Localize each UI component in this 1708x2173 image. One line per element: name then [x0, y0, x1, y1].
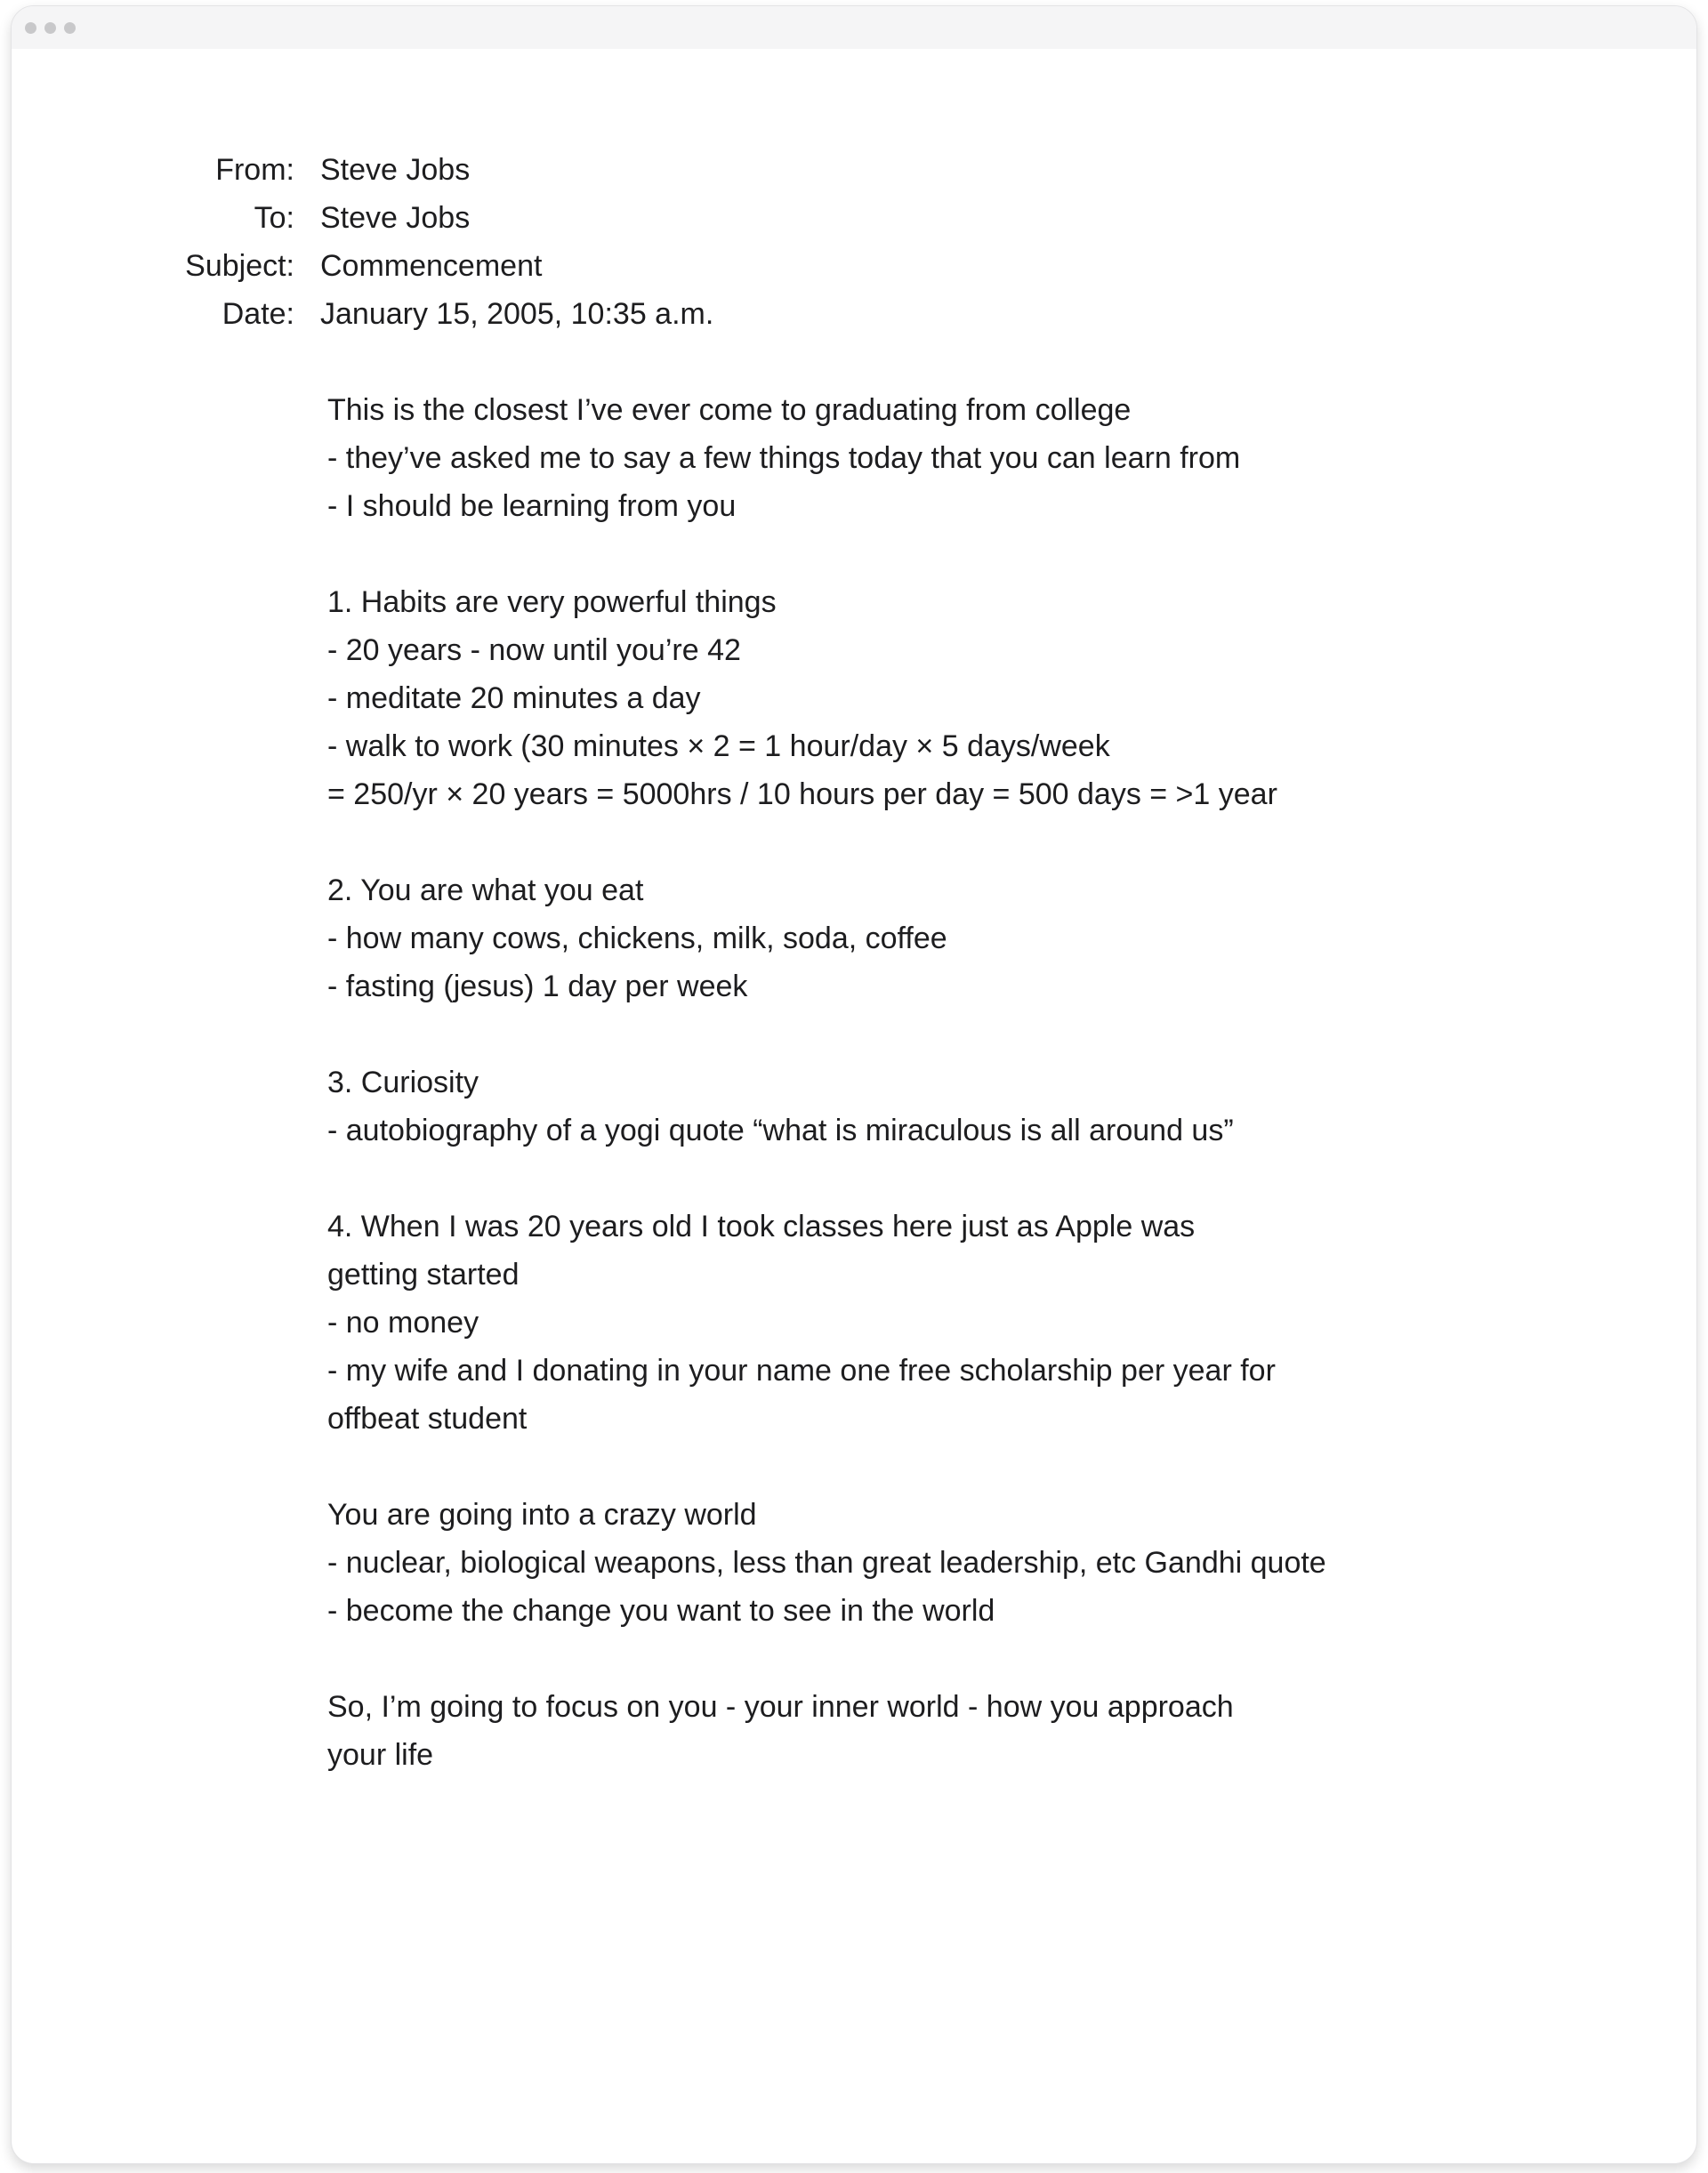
header-value: Steve Jobs	[320, 201, 471, 235]
window-dot-icon	[25, 22, 36, 34]
body-line: So, I’m going to focus on you - your inner world - how you approach	[327, 1690, 1234, 1724]
body-line: - meditate 20 minutes a day	[327, 681, 701, 715]
header-value: Commencement	[320, 249, 543, 283]
body-line: - walk to work (30 minutes × 2 = 1 hour/day × 5 days/week	[327, 729, 1110, 763]
body-line: - 20 years - now until you’re 42	[327, 633, 741, 667]
window-titlebar	[12, 6, 1696, 49]
body-line: - they’ve asked me to say a few things today that you can learn from	[327, 441, 1241, 475]
header-value: January 15, 2005, 10:35 a.m.	[320, 297, 714, 331]
body-line: - become the change you want to see in the world	[327, 1594, 995, 1628]
body-paragraph	[327, 866, 1661, 1010]
body-paragraph	[327, 1203, 1661, 1443]
email-header-row	[12, 290, 1696, 338]
body-line: - fasting (jesus) 1 day per week	[327, 970, 748, 1003]
header-label: Date:	[222, 297, 294, 331]
body-line: = 250/yr × 20 years = 5000hrs / 10 hours per day = 500 days = >1 year	[327, 777, 1277, 811]
window-dot-icon	[44, 22, 56, 34]
email-window	[11, 5, 1697, 2164]
window-dot-icon	[64, 22, 76, 34]
email-header-row	[12, 194, 1696, 242]
email-header-row	[12, 146, 1696, 194]
body-line: - nuclear, biological weapons, less than great leadership, etc Gandhi quote	[327, 1546, 1326, 1580]
email-header-block	[12, 146, 1696, 338]
body-line: - I should be learning from you	[327, 489, 737, 523]
body-line: - no money	[327, 1306, 479, 1340]
body-paragraph	[327, 1058, 1661, 1155]
body-paragraph	[327, 1683, 1661, 1779]
body-line: offbeat student	[327, 1402, 528, 1436]
header-label: To:	[254, 201, 294, 235]
email-header-row	[12, 242, 1696, 290]
body-paragraph	[327, 578, 1661, 818]
body-line: - autobiography of a yogi quote “what is miraculous is all around us”	[327, 1114, 1234, 1147]
email-body	[327, 386, 1696, 1779]
body-paragraph	[327, 1491, 1661, 1635]
header-value: Steve Jobs	[320, 153, 471, 187]
body-line: - how many cows, chickens, milk, soda, coffee	[327, 922, 947, 955]
body-paragraph	[327, 386, 1661, 530]
body-line: 1. Habits are very powerful things	[327, 585, 777, 619]
body-line: - my wife and I donating in your name one free scholarship per year for	[327, 1354, 1276, 1388]
body-line: This is the closest I’ve ever come to graduating from college	[327, 393, 1132, 427]
body-line: You are going into a crazy world	[327, 1498, 757, 1532]
window-controls	[25, 22, 76, 34]
header-label: Subject:	[185, 249, 294, 283]
body-line: getting started	[327, 1258, 520, 1292]
body-line: 4. When I was 20 years old I took classes here just as Apple was	[327, 1210, 1196, 1243]
body-line: your life	[327, 1738, 434, 1772]
header-label: From:	[215, 153, 294, 187]
email-content	[12, 146, 1696, 1779]
body-line: 3. Curiosity	[327, 1066, 479, 1099]
body-line: 2. You are what you eat	[327, 873, 644, 907]
